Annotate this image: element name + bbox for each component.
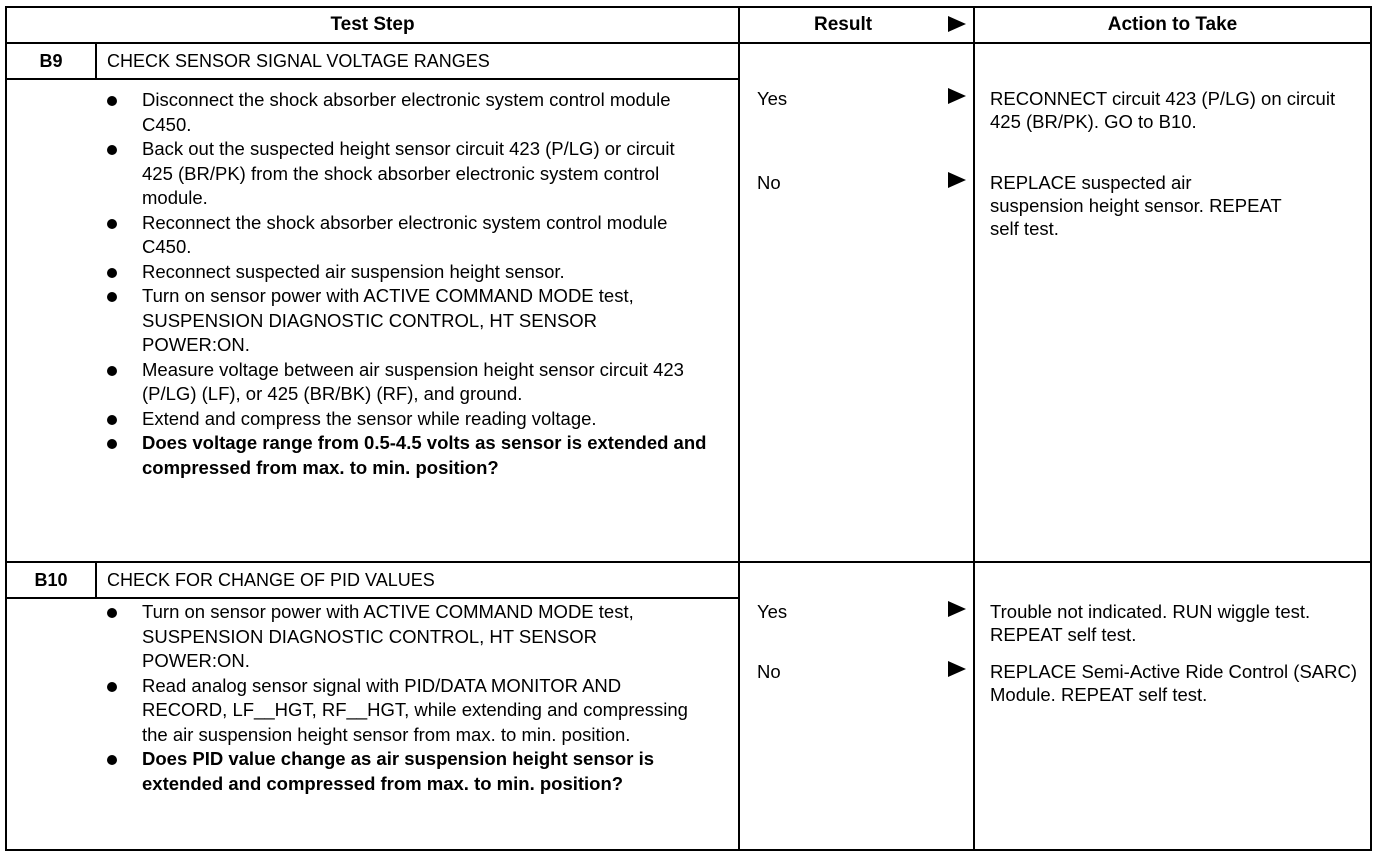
column-divider [973, 8, 975, 849]
instruction-item: Turn on sensor power with ACTIVE COMMAND MODE test, SUSPENSION DIAGNOSTIC CONTROL, HT SENSOR POWER:ON. [100, 600, 710, 674]
arrow-icon [948, 601, 966, 617]
instruction-item: Read analog sensor signal with PID/DATA MONITOR AND RECORD, LF__HGT, RF__HGT, while extending and compressing the air suspension height sensor from max. to min. position. [100, 674, 710, 748]
result-no: No [757, 661, 781, 682]
instruction-item: Measure voltage between air suspension height sensor circuit 423 (P/LG) (LF), or 425 (BR/BK) (RF), and ground. [100, 358, 710, 407]
question-item: Does voltage range from 0.5-4.5 volts as sensor is extended and compressed from max. to min. position? [100, 431, 710, 480]
instruction-item: Back out the suspected height sensor circuit 423 (P/LG) or circuit 425 (BR/PK) from the shock absorber electronic system control module. [100, 137, 710, 211]
step-title: CHECK SENSOR SIGNAL VOLTAGE RANGES [107, 51, 490, 71]
instruction-item: Reconnect the shock absorber electronic system control module C450. [100, 211, 710, 260]
instruction-item: Disconnect the shock absorber electronic system control module C450. [100, 88, 710, 137]
diagnostic-table [5, 6, 1372, 851]
result-yes: Yes [757, 601, 788, 622]
action-yes: Trouble not indicated. RUN wiggle test. REPEAT self test. [990, 601, 1311, 645]
action-no: REPLACE Semi-Active Ride Control (SARC) Module. REPEAT self test. [990, 661, 1358, 705]
result-no: No [757, 172, 781, 193]
title-divider [7, 78, 738, 80]
instruction-item: Reconnect suspected air suspension height sensor. [100, 260, 710, 285]
step-instructions [100, 600, 710, 796]
instruction-item: Turn on sensor power with ACTIVE COMMAND MODE test, SUSPENSION DIAGNOSTIC CONTROL, HT SENSOR POWER:ON. [100, 284, 710, 358]
action-text [990, 87, 1358, 133]
header-action: Action to Take [1107, 14, 1238, 35]
column-divider [738, 8, 740, 849]
arrow-icon [948, 172, 966, 188]
action-yes: RECONNECT circuit 423 (P/LG) on circuit 425 (BR/PK). GO to B10. [990, 88, 1336, 132]
action-no: REPLACE suspected air suspension height sensor. REPEAT self test. [990, 172, 1282, 239]
step-instructions [100, 88, 710, 480]
header-test-step: Test Step [330, 14, 415, 35]
question-item: Does PID value change as air suspension height sensor is extended and compressed from max. to min. position? [100, 747, 710, 796]
arrow-icon [948, 88, 966, 104]
step-id: B9 [39, 51, 63, 71]
arrow-icon [948, 661, 966, 677]
step-id: B10 [34, 570, 68, 590]
title-divider [7, 597, 738, 599]
step-title: CHECK FOR CHANGE OF PID VALUES [107, 570, 435, 590]
instruction-item: Extend and compress the sensor while reading voltage. [100, 407, 710, 432]
arrow-icon [948, 16, 966, 32]
header-result: Result [814, 14, 873, 35]
result-yes: Yes [757, 88, 788, 109]
